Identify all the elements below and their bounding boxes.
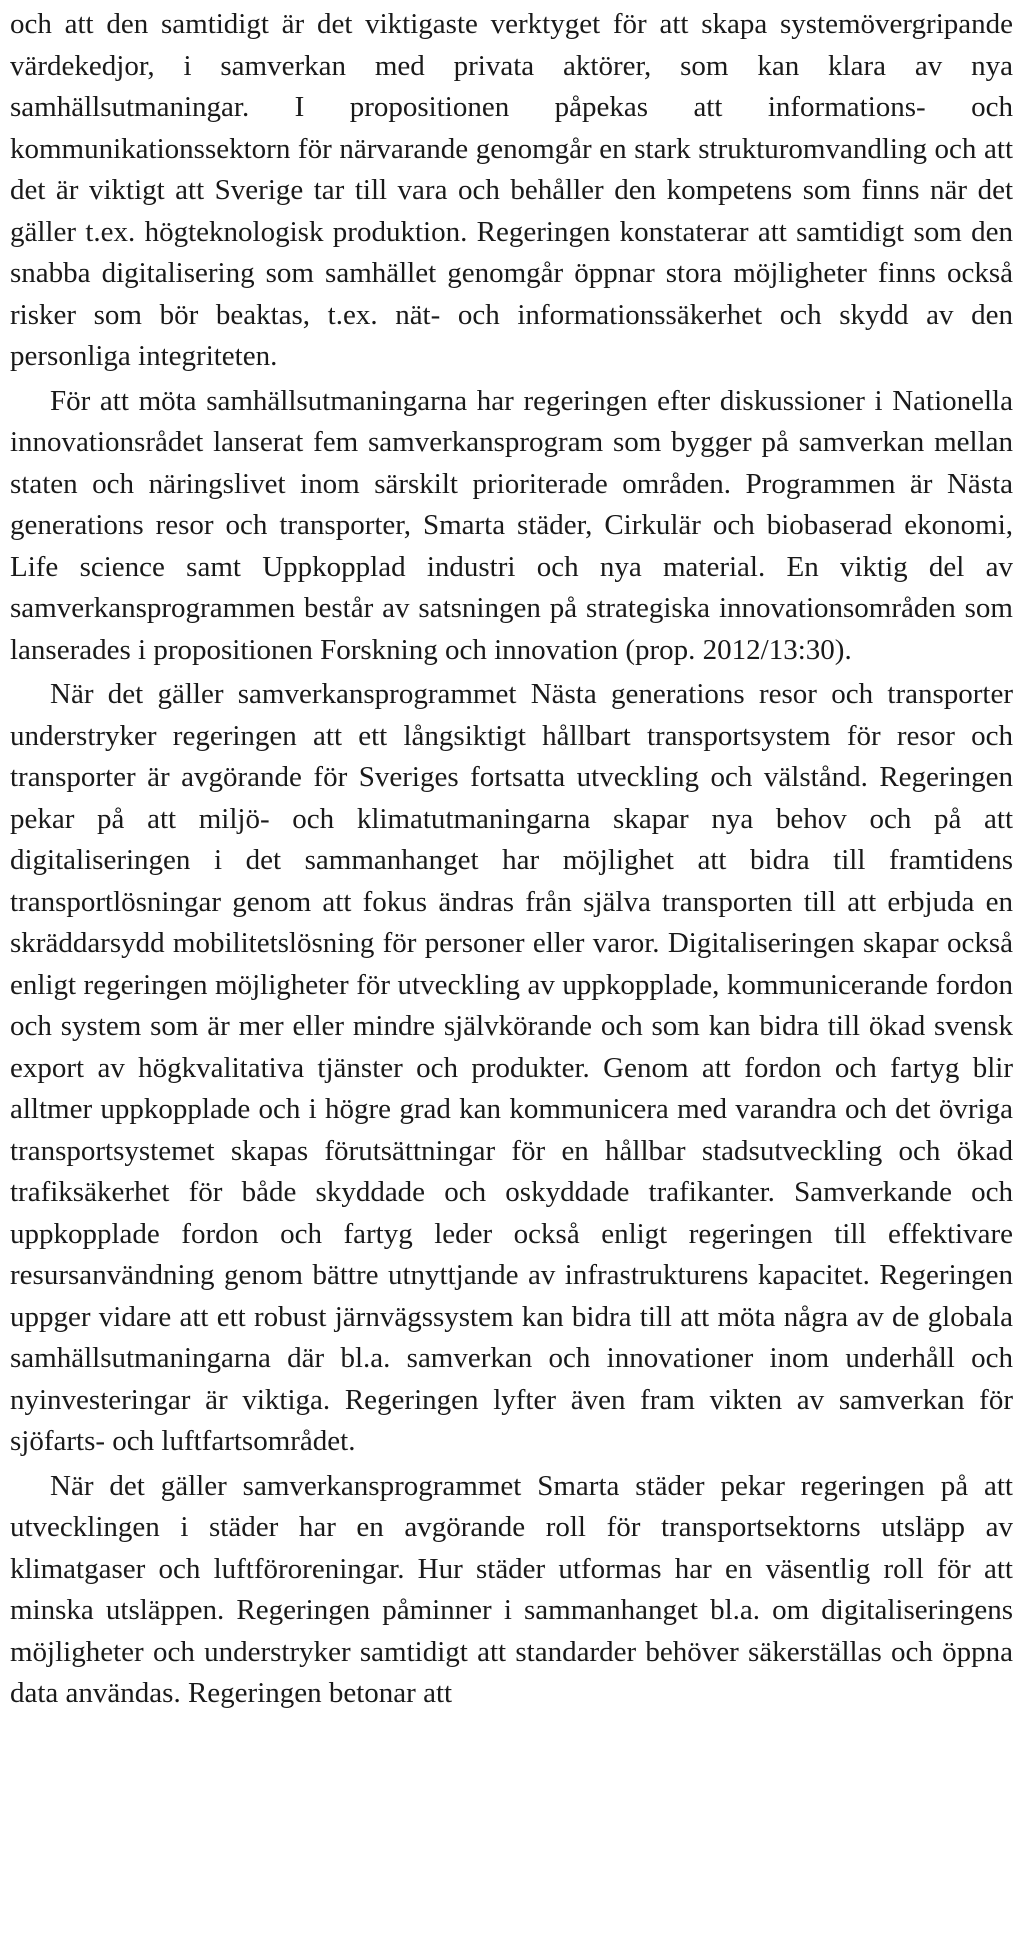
paragraph-samhallsutmaningar: För att möta samhällsutmaningarna har regeringen efter diskussioner i Nationella innovationsrådet lanserat fem samverkansprogram som bygger på samverkan mellan staten och näringslivet inom särskilt prioriterade områden. Programmen är Nästa generations resor och transporter, Smarta städer, Cirkulär och biobaserad ekonomi, Life science samt Uppkopplad industri och nya material. En viktig del av samverkansprogrammen består av satsningen på strategiska innovationsområden som lanserades i propositionen Forskning och innovation (prop. 2012/13:30).	[10, 384, 1013, 666]
paragraph-continuation: och att den samtidigt är det viktigaste verktyget för att skapa systemövergripande värdekedjor, i samverkan med privata aktörer, som kan klara av nya samhällsutmaningar. I propositionen påpekas att informations- och kommunikationssektorn för närvarande genomgår en stark strukturomvandling och att det är viktigt att Sverige tar till vara och behåller den kompetens som finns när det gäller t.ex. högteknologisk produktion. Regeringen konstaterar att samtidigt som den snabba digitalisering som samhället genomgår öppnar stora möjligheter finns också risker som bör beaktas, t.ex. nät- och informationssäkerhet och skydd av den personliga integriteten.	[10, 8, 1013, 372]
paragraph-smarta-stader: När det gäller samverkansprogrammet Smarta städer pekar regeringen på att utvecklingen i städer har en avgörande roll för transportsektorns utsläpp av klimatgaser och luftföroreningar. Hur städer utformas har en väsentlig roll för att minska utsläppen. Regeringen påminner i sammanhanget bl.a. om digitaliseringens möjligheter och understryker samtidigt att standarder behöver säkerställas och öppna data användas. Regeringen betonar att	[10, 1469, 1013, 1709]
paragraph-resor-och-transporter: När det gäller samverkansprogrammet Nästa generations resor och transporter understryker regeringen att ett långsiktigt hållbart transportsystem för resor och transporter är avgörande för Sveriges fortsatta utveckling och välstånd. Regeringen pekar på att miljö- och klimatutmaningarna skapar nya behov och på att digitaliseringen i det sammanhanget har möjlighet att bidra till framtidens transportlösningar genom att fokus ändras från själva transporten till att erbjuda en skräddarsydd mobilitetslösning för personer eller varor. Digitaliseringen skapar också enligt regeringen möjligheter för utveckling av uppkopplade, kommunicerande fordon och system som är mer eller mindre självkörande och som kan bidra till ökad svensk export av högkvalitativa tjänster och produkter. Genom att fordon och fartyg blir alltmer uppkopplade och i högre grad kan kommunicera med varandra och det övriga transportsystemet skapas förutsättningar för en hållbar stadsutveckling och ökad trafiksäkerhet för både skyddade och oskyddade trafikanter. Samverkande och uppkopplade fordon och fartyg leder också enligt regeringen till effektivare resursanvändning genom bättre utnyttjande av infrastrukturens kapacitet. Regeringen uppger vidare att ett robust järnvägssystem kan bidra till att möta några av de globala samhällsutmaningarna där bl.a. samverkan och innovationer inom underhåll och nyinvesteringar är viktiga. Regeringen lyfter även fram vikten av samverkan för sjöfarts- och luftfartsområdet.	[10, 678, 1013, 1457]
